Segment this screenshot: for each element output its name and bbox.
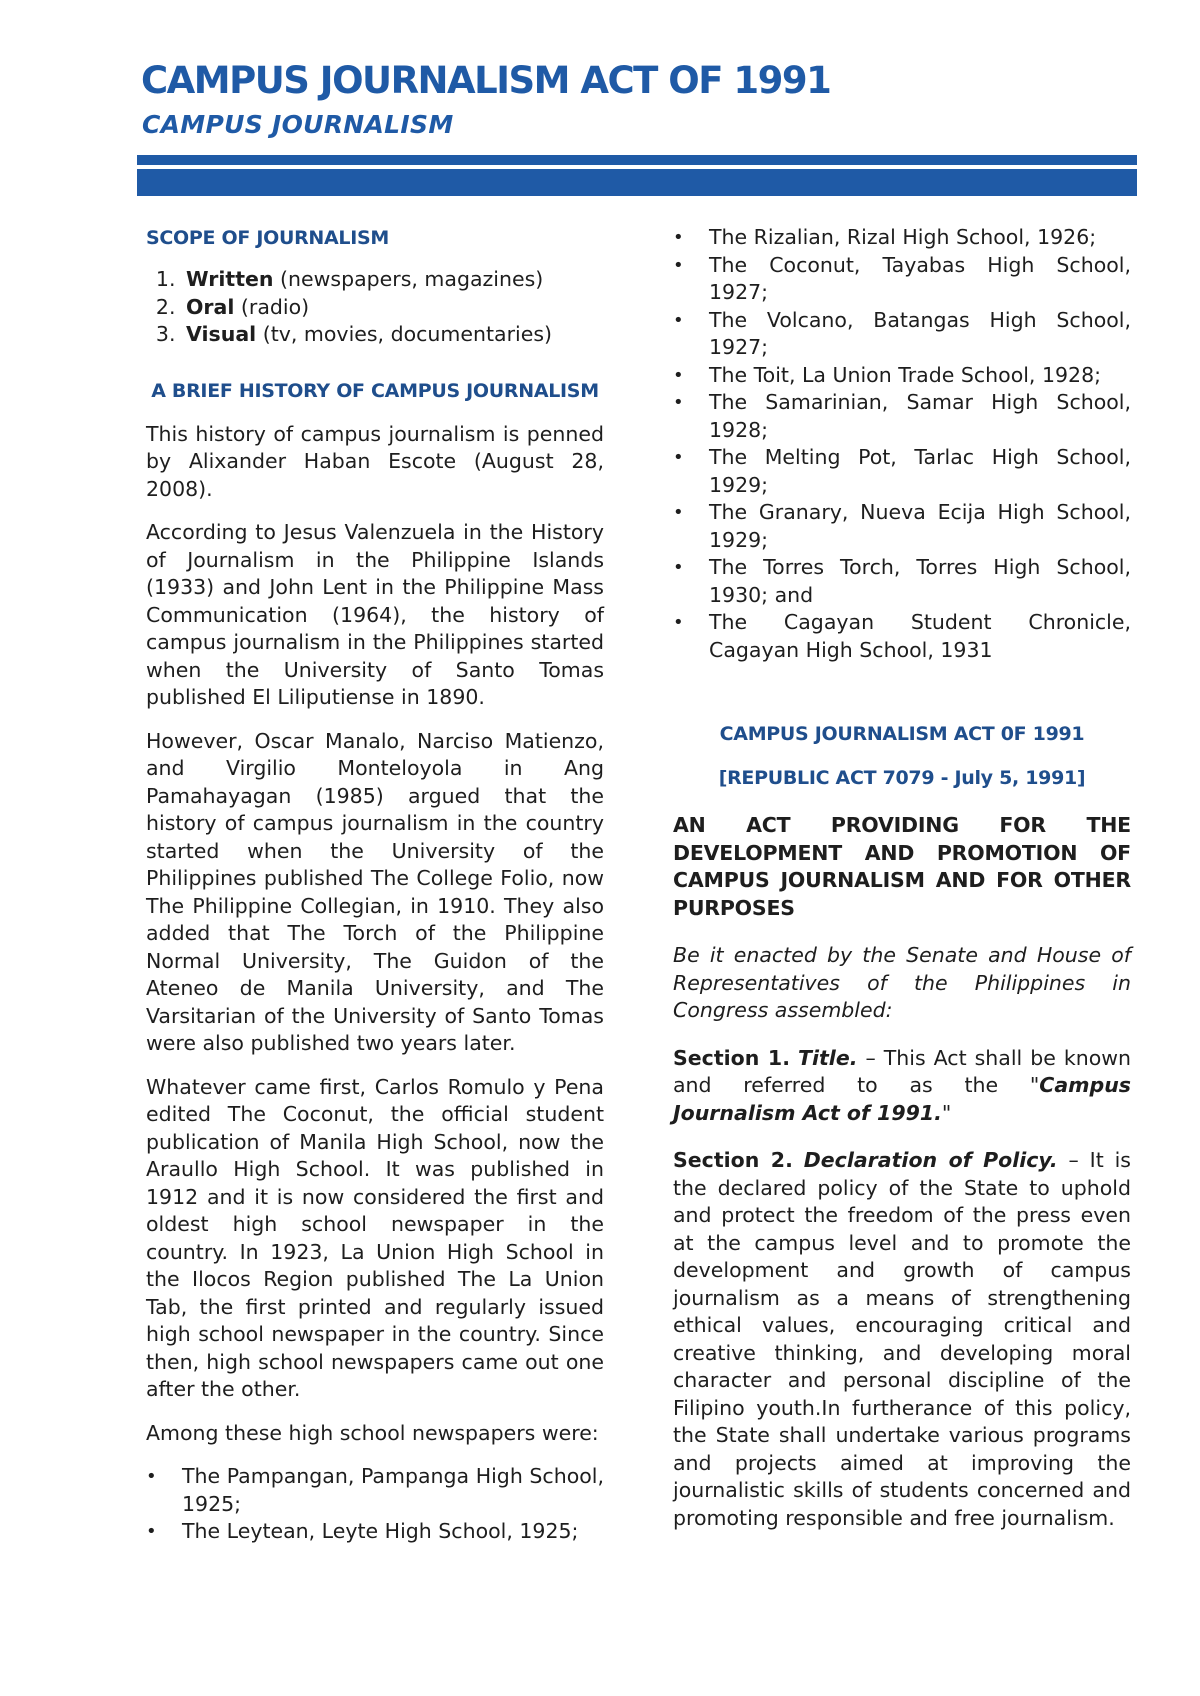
list-item: • The Leytean, Leyte High School, 1925; xyxy=(182,1518,604,1546)
list-item xyxy=(182,294,604,322)
enacting-clause: Be it enacted by the Senate and House of Representatives of the Philippines in Congress assembled: xyxy=(673,943,1131,1022)
history-heading: A BRIEF HISTORY OF CAMPUS JOURNALISM xyxy=(151,379,599,402)
republic-act-heading: [REPUBLIC ACT 7079 - July 5, 1991] xyxy=(718,767,1086,789)
scope-term: Visual xyxy=(186,322,257,346)
list-item xyxy=(182,266,604,294)
history-paragraph: According to Jesus Valenzuela in the History of Journalism in the Philippine Islands (1933) and John Lent in the Philippine Mass Communication (1964), the history of campus journalism in the Philippines started when the University of Santo Tomas published El Liliputiense in 1890. xyxy=(146,520,604,709)
section-1-name: Title. xyxy=(798,1045,858,1070)
section-1-label: Section 1. xyxy=(673,1045,790,1070)
section-2-name: Declaration of Policy. xyxy=(803,1148,1058,1172)
list-item: • The Cagayan Student Chronicle, Cagayan High School, 1931 xyxy=(709,609,1131,664)
act-full-title: AN ACT PROVIDING FOR THE DEVELOPMENT AND PROMOTION OF CAMPUS JOURNALISM AND FOR OTHER PURPOSES xyxy=(673,813,1131,920)
list-item: • The Melting Pot, Tarlac High School, 1929; xyxy=(709,444,1131,499)
act-heading: CAMPUS JOURNALISM ACT 0F 1991 xyxy=(719,723,1085,745)
header-rule-thin xyxy=(137,155,1137,165)
history-paragraph: This history of campus journalism is penned by Alixander Haban Escote (August 28, 2008). xyxy=(146,421,604,501)
section-2 xyxy=(673,1147,1131,1532)
scope-list xyxy=(146,266,604,349)
history-paragraph: Among these high school newspapers were: xyxy=(146,1420,599,1445)
document-subtitle: CAMPUS JOURNALISM xyxy=(142,110,454,139)
section-1-short-title: Campus Journalism Act of 1991. xyxy=(673,1073,1131,1125)
list-item: • The Samarinian, Samar High School, 1928; xyxy=(709,389,1131,444)
scope-detail: (tv, movies, documentaries) xyxy=(256,322,552,346)
left-column xyxy=(146,224,604,1546)
list-item: • The Rizalian, Rizal High School, 1926; xyxy=(709,224,1131,252)
section-1-text: – This Act shall be known and referred to as the " xyxy=(673,1045,1131,1097)
list-item xyxy=(182,321,604,349)
header-rule-thick xyxy=(137,169,1137,196)
list-item: • The Granary, Nueva Ecija High School, 1929; xyxy=(709,499,1131,554)
newspaper-list-part2 xyxy=(673,224,1131,664)
list-item: • The Volcano, Batangas High School, 1927; xyxy=(709,307,1131,362)
section-2-text: – It is the declared policy of the State to uphold and protect the freedom of the press even at the campus level and to promote the development and growth of campus journalism as a means of strengthening ethical values, encouraging critical and creative thinking, and developing moral character and personal discipline of the Filipino youth.In furtherance of this policy, the State shall undertake various programs and projects aimed at improving the journalistic skills of students concerned and promoting responsible and free journalism. xyxy=(673,1148,1131,1530)
scope-detail: (newspapers, magazines) xyxy=(273,267,544,291)
history-paragraph: However, Oscar Manalo, Narciso Matienzo, and Virgilio Monteloyola in Ang Pamahayagan (1985) argued that the history of campus journalism in the country started when the University of the Philippines published The College Folio, now The Philippine Collegian, in 1910. They also added that The Torch of the Philippine Normal University, The Guidon of the Ateneo de Manila University, and The Varsitarian of the University of Santo Tomas were also published two years later. xyxy=(146,728,604,1055)
section-1-close-quote: " xyxy=(941,1100,952,1125)
section-1 xyxy=(673,1045,1131,1128)
scope-heading: SCOPE OF JOURNALISM xyxy=(146,227,389,249)
scope-term: Written xyxy=(186,267,274,291)
list-item: • The Coconut, Tayabas High School, 1927; xyxy=(709,252,1131,307)
list-item: • The Torres Torch, Torres High School, 1930; and xyxy=(709,554,1131,609)
newspaper-list-part1 xyxy=(146,1463,604,1546)
document-title: CAMPUS JOURNALISM ACT OF 1991 xyxy=(141,59,831,102)
right-column xyxy=(673,224,1131,1532)
history-paragraph: Whatever came first, Carlos Romulo y Pena edited The Coconut, the official student publication of Manila High School, now the Araullo High School. It was published in 1912 and it is now considered the first and oldest high school newspaper in the country. In 1923, La Union High School in the Ilocos Region published The La Union Tab, the first printed and regularly issued high school newspaper in the country. Since then, high school newspapers came out one after the other. xyxy=(146,1074,604,1401)
section-2-label: Section 2. xyxy=(673,1148,793,1172)
list-item: • The Toit, La Union Trade School, 1928; xyxy=(709,362,1131,390)
list-item: • The Pampangan, Pampanga High School, 1925; xyxy=(182,1463,604,1518)
scope-term: Oral xyxy=(186,294,235,319)
scope-detail: (radio) xyxy=(234,294,310,319)
